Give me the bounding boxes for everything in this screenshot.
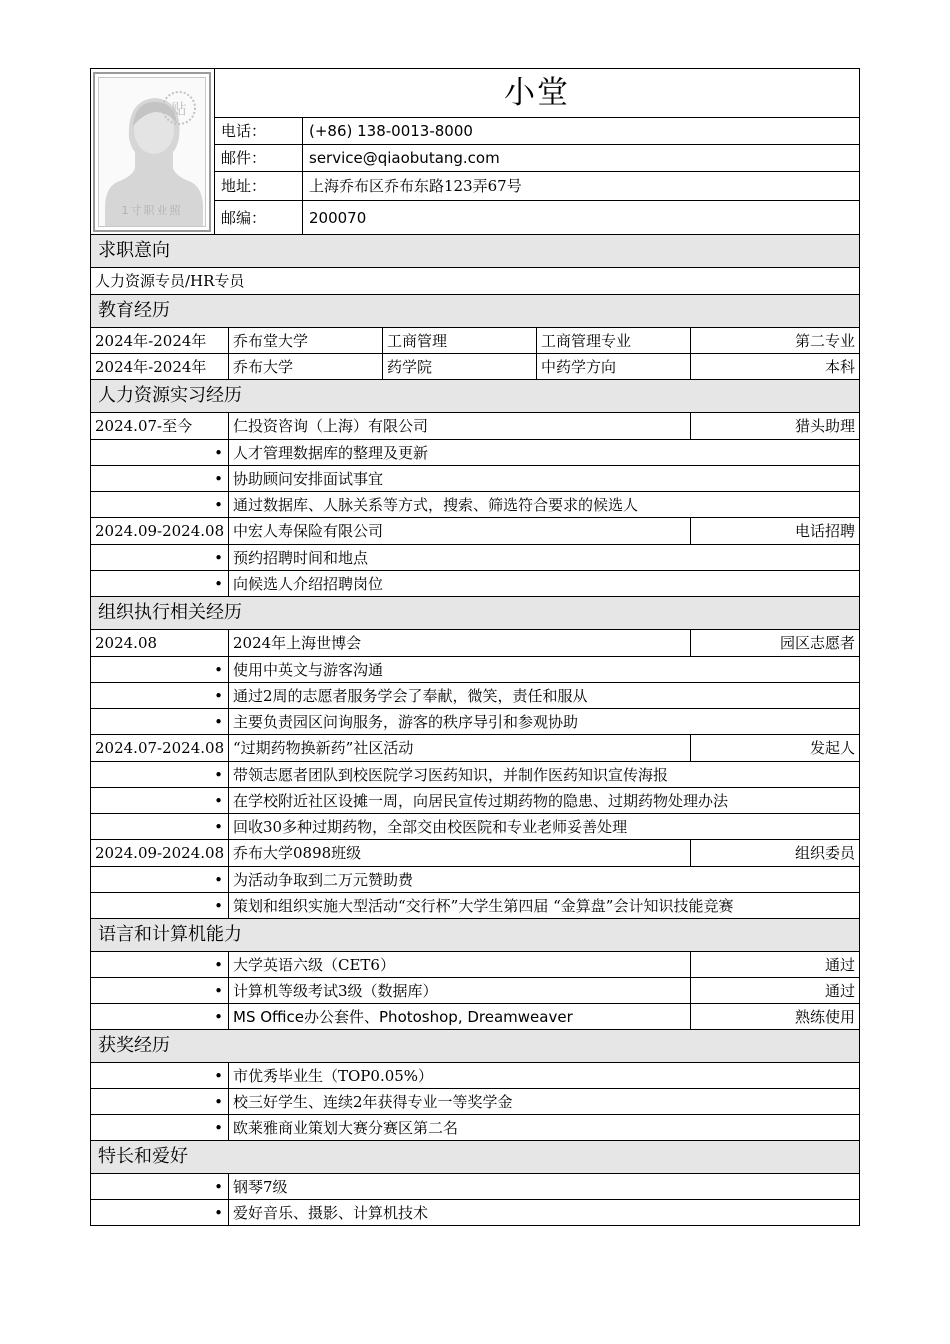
bullet-icon: • bbox=[91, 788, 229, 814]
bullet-icon: • bbox=[91, 440, 229, 466]
bullet-icon: • bbox=[91, 1200, 229, 1226]
experience-point: 人才管理数据库的整理及更新 bbox=[229, 440, 860, 466]
section-title-objective: 求职意向 bbox=[91, 235, 860, 268]
candidate-name: 小堂 bbox=[215, 69, 860, 118]
experience-point: 在学校附近社区设摊一周，向居民宣传过期药物的隐患、过期药物处理办法 bbox=[229, 788, 860, 814]
section-title-internship: 人力资源实习经历 bbox=[91, 380, 860, 413]
education-degree: 本科 bbox=[691, 354, 860, 380]
education-degree: 第二专业 bbox=[691, 328, 860, 354]
section-title-organization: 组织执行相关经历 bbox=[91, 597, 860, 630]
experience-row bbox=[91, 413, 860, 440]
experience-point: 通过数据库、人脉关系等方式，搜索、筛选符合要求的候选人 bbox=[229, 492, 860, 518]
bullet-icon: • bbox=[91, 683, 229, 709]
bullet-icon: • bbox=[91, 1115, 229, 1141]
bullet-icon: • bbox=[91, 545, 229, 571]
experience-period: 2024.07-2024.08 bbox=[91, 735, 229, 762]
experience-point: 预约招聘时间和地点 bbox=[229, 545, 860, 571]
education-row bbox=[91, 328, 860, 354]
experience-role: 发起人 bbox=[691, 735, 860, 762]
experience-org: 乔布大学0898班级 bbox=[229, 840, 691, 867]
bullet-icon: • bbox=[91, 893, 229, 919]
skill-level: 熟练使用 bbox=[691, 1004, 860, 1030]
hobby-item: 钢琴7级 bbox=[229, 1174, 860, 1200]
experience-row bbox=[91, 630, 860, 657]
email-value: service@qiaobutang.com bbox=[303, 145, 860, 172]
objective-text: 人力资源专员/HR专员 bbox=[91, 268, 860, 295]
experience-role: 电话招聘 bbox=[691, 518, 860, 545]
experience-point: 协助顾问安排面试事宜 bbox=[229, 466, 860, 492]
bullet-icon: • bbox=[91, 1004, 229, 1030]
resume-header bbox=[90, 68, 860, 235]
education-row bbox=[91, 354, 860, 380]
bullet-icon: • bbox=[91, 867, 229, 893]
bullet-icon: • bbox=[91, 952, 229, 978]
experience-point: 策划和组织实施大型活动“交行杯”大学生第四届 “金算盘”会计知识技能竞赛 bbox=[229, 893, 860, 919]
experience-period: 2024.09-2024.08 bbox=[91, 840, 229, 867]
experience-org: “过期药物换新药”社区活动 bbox=[229, 735, 691, 762]
bullet-icon: • bbox=[91, 492, 229, 518]
experience-point: 使用中英文与游客沟通 bbox=[229, 657, 860, 683]
education-college: 工商管理 bbox=[383, 328, 537, 354]
experience-row bbox=[91, 735, 860, 762]
experience-period: 2024.07-至今 bbox=[91, 413, 229, 440]
photo-cell bbox=[91, 69, 215, 235]
resume bbox=[90, 68, 860, 1226]
experience-role: 园区志愿者 bbox=[691, 630, 860, 657]
experience-org: 仁投资咨询（上海）有限公司 bbox=[229, 413, 691, 440]
education-major: 工商管理专业 bbox=[537, 328, 691, 354]
award-item: 校三好学生、连续2年获得专业一等奖学金 bbox=[229, 1089, 860, 1115]
contact-label: 邮件： bbox=[215, 145, 303, 172]
bullet-icon: • bbox=[91, 571, 229, 597]
experience-row bbox=[91, 840, 860, 867]
education-period: 2024年-2024年 bbox=[91, 354, 229, 380]
experience-point: 主要负责园区问询服务，游客的秩序导引和参观协助 bbox=[229, 709, 860, 735]
experience-org: 中宏人寿保险有限公司 bbox=[229, 518, 691, 545]
section-title-skills: 语言和计算机能力 bbox=[91, 919, 860, 952]
address-value: 上海乔布区乔布东路123弄67号 bbox=[303, 172, 860, 201]
bullet-icon: • bbox=[91, 1089, 229, 1115]
phone-value: (+86) 138-0013-8000 bbox=[303, 118, 860, 145]
section-title-hobbies: 特长和爱好 bbox=[91, 1141, 860, 1174]
bullet-icon: • bbox=[91, 657, 229, 683]
experience-org: 2024年上海世博会 bbox=[229, 630, 691, 657]
experience-role: 猎头助理 bbox=[691, 413, 860, 440]
postcode-value: 200070 bbox=[303, 201, 860, 235]
bullet-icon: • bbox=[91, 1174, 229, 1200]
education-period: 2024年-2024年 bbox=[91, 328, 229, 354]
experience-period: 2024.09-2024.08 bbox=[91, 518, 229, 545]
experience-point: 向候选人介绍招聘岗位 bbox=[229, 571, 860, 597]
experience-point: 回收30多种过期药物，全部交由校医院和专业老师妥善处理 bbox=[229, 814, 860, 840]
experience-role: 组织委员 bbox=[691, 840, 860, 867]
bullet-icon: • bbox=[91, 466, 229, 492]
experience-point: 带领志愿者团队到校医院学习医药知识，并制作医药知识宣传海报 bbox=[229, 762, 860, 788]
skill-level: 通过 bbox=[691, 978, 860, 1004]
education-major: 中药学方向 bbox=[537, 354, 691, 380]
experience-period: 2024.08 bbox=[91, 630, 229, 657]
section-title-education: 教育经历 bbox=[91, 295, 860, 328]
contact-label: 电话： bbox=[215, 118, 303, 145]
skill-level: 通过 bbox=[691, 952, 860, 978]
bullet-icon: • bbox=[91, 978, 229, 1004]
resume-body bbox=[90, 234, 860, 1226]
bullet-icon: • bbox=[91, 814, 229, 840]
experience-row bbox=[91, 518, 860, 545]
education-college: 药学院 bbox=[383, 354, 537, 380]
skill-text: 计算机等级考试3级（数据库） bbox=[229, 978, 691, 1004]
experience-point: 通过2周的志愿者服务学会了奉献，微笑，责任和服从 bbox=[229, 683, 860, 709]
hobby-item: 爱好音乐、摄影、计算机技术 bbox=[229, 1200, 860, 1226]
skill-text: MS Office办公套件、Photoshop, Dreamweaver bbox=[229, 1004, 691, 1030]
svg-text:贴: 贴 bbox=[171, 99, 187, 118]
section-title-awards: 获奖经历 bbox=[91, 1030, 860, 1063]
education-school: 乔布堂大学 bbox=[229, 328, 383, 354]
profile-photo bbox=[93, 72, 211, 232]
education-school: 乔布大学 bbox=[229, 354, 383, 380]
bullet-icon: • bbox=[91, 1063, 229, 1089]
bullet-icon: • bbox=[91, 709, 229, 735]
bullet-icon: • bbox=[91, 762, 229, 788]
contact-label: 地址： bbox=[215, 172, 303, 201]
photo-label: 1寸职业照 bbox=[121, 203, 183, 217]
contact-label: 邮编： bbox=[215, 201, 303, 235]
award-item: 市优秀毕业生（TOP0.05%） bbox=[229, 1063, 860, 1089]
experience-point: 为活动争取到二万元赞助费 bbox=[229, 867, 860, 893]
award-item: 欧莱雅商业策划大赛分赛区第二名 bbox=[229, 1115, 860, 1141]
skill-text: 大学英语六级（CET6） bbox=[229, 952, 691, 978]
